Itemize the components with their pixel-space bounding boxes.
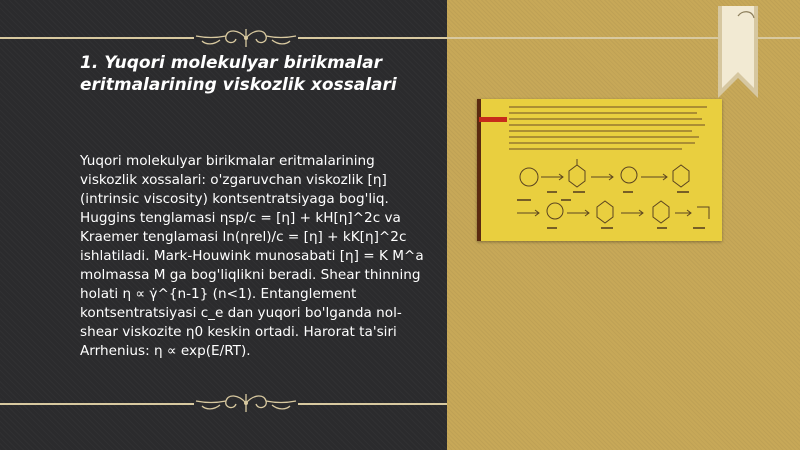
reaction-scheme-drawing bbox=[477, 99, 722, 241]
top-rule bbox=[0, 37, 800, 39]
flourish-ornament-icon bbox=[186, 390, 306, 416]
slide-title: 1. Yuqori molekulyar birikmalar eritmalarining viskozlik xossalari bbox=[80, 53, 397, 95]
bookmark-ribbon-icon bbox=[718, 6, 758, 98]
slide-body-text: Yuqori molekulyar birikmalar eritmalarining viskozlik xossalari: o'zgaruvchan viskozlik [η] (intrinsic viscosity) kontsentratsiyaga bog'liq. Huggins tenglamasi ηsp/c = [η] + kH[η]^2c va Kraemer tenglamasi ln(ηrel)/c = [η] + kK[η]^2c ishlatiladi. Mark-Houwink munosabati [η] = K M^a molmassa M ga bog'liqlikni beradi. Shear thinning holati η ∝ γ̇^{n-1} (n<1). Entanglement kontsentratsiyasi c_e dan yuqori bo'lganda nol-shear viskozite η0 keskin ortadi. Harorat ta'siri Arrhenius: η ∝ exp(E/RT). bbox=[80, 153, 424, 359]
chemical-reaction-figure bbox=[477, 99, 722, 241]
flourish-ornament-icon bbox=[186, 25, 306, 51]
